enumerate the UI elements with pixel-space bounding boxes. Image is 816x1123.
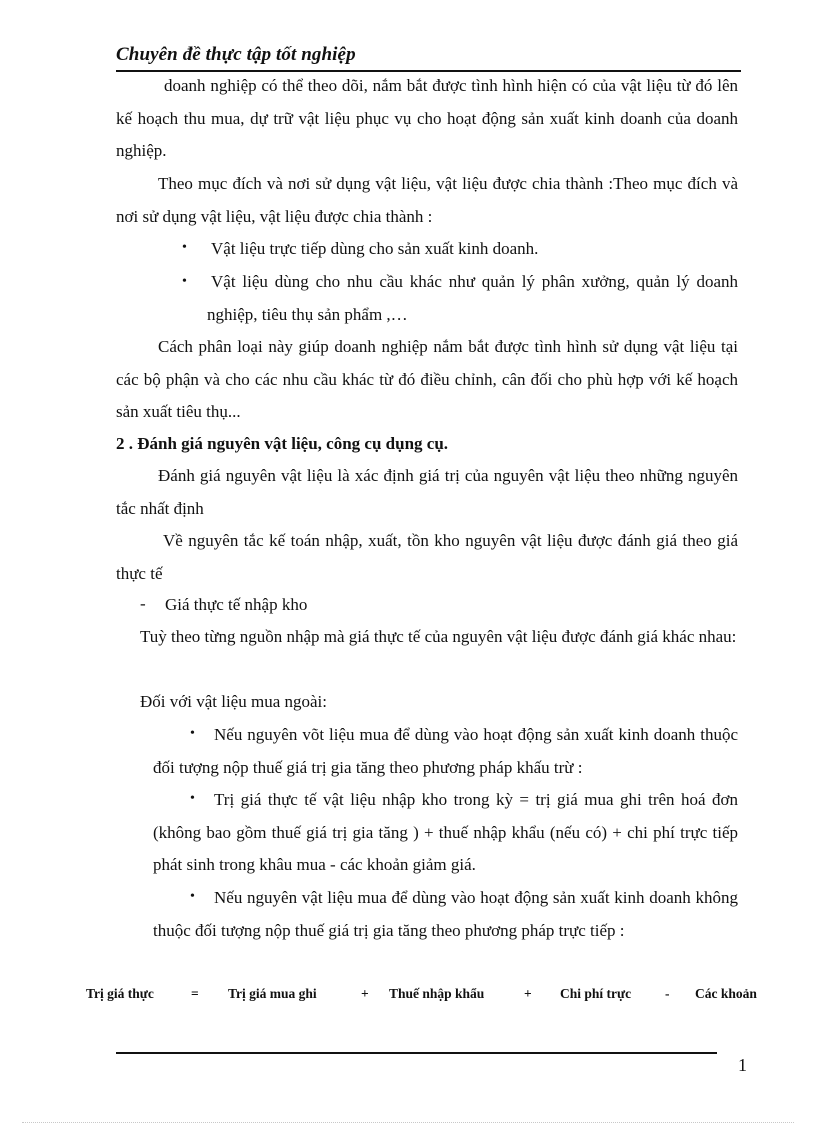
bullet-item-other-needs: Vật liệu dùng cho nhu cầu khác như quản lý phân xưởng, quản lý doanh nghiệp, tiêu thụ sản phẩm ,…: [207, 272, 738, 324]
formula-minus: -: [665, 986, 670, 1001]
section-heading: 2 . Đánh giá nguyên vật liệu, công cụ dụng cụ.: [116, 434, 449, 453]
paragraph-classification: Theo mục đích và nơi sử dụng vật liệu, vật liệu được chia thành :Theo mục đích và nơi sử dụng vật liệu, vật liệu được chia thành :: [116, 174, 738, 226]
bullet-icon: •: [190, 791, 195, 806]
dash-item-import-price: Giá thực tế nhập kho: [165, 595, 308, 614]
bullet-icon: •: [190, 726, 195, 741]
paragraph-source-dependency: Tuỳ theo từng nguồn nhập mà giá thực tế của nguyên vật liệu được đánh giá khác nhau:: [140, 627, 737, 646]
bullet-item-deduction-method: Nếu nguyên võt liệu mua để dùng vào hoạt động sản xuất kinh doanh thuộc đối tượng nộp thuế giá trị gia tăng theo phương pháp khấu trừ :: [153, 725, 738, 777]
bullet-icon: •: [182, 240, 187, 255]
formula-equals: =: [191, 986, 199, 1001]
bullet-item-import-value-formula: Trị giá thực tế vật liệu nhập kho trong kỳ = trị giá mua ghi trên hoá đơn (không bao gồm thuế giá trị gia tăng ) + thuế nhập khẩu (nếu có) + chi phí trực tiếp phát sinh trong khâu mua - các khoản giảm giá.: [153, 790, 738, 875]
paragraph-classification-benefit: Cách phân loại này giúp doanh nghiệp nắm bắt được tình hình sử dụng vật liệu tại các bộ phận và cho các nhu cầu khác từ đó điều chỉnh, cân đối cho phù hợp với kế hoạch sản xuất tiêu thụ...: [116, 337, 738, 422]
paragraph-purchased-materials: Đối với vật liệu mua ngoài:: [140, 692, 327, 711]
paragraph-valuation-definition: Đánh giá nguyên vật liệu là xác định giá trị của nguyên vật liệu theo những nguyên tắc nhất định: [116, 466, 738, 518]
formula-plus: +: [524, 986, 532, 1001]
formula-term-import-tax: Thuế nhập khẩu: [389, 986, 485, 1001]
formula-term-deductions: Các khoản: [695, 986, 757, 1001]
paragraph-continuation: doanh nghiệp có thể theo dõi, nắm bắt được tình hình hiện có của vật liệu từ đó lên kế hoạch thu mua, dự trữ vật liệu phục vụ cho hoạt động sản xuất kinh doanh của doanh nghiệp.: [116, 76, 738, 161]
dash-marker: -: [140, 594, 146, 613]
formula-row: [0, 986, 816, 1008]
footer-rule: [116, 1052, 717, 1054]
formula-plus: +: [361, 986, 369, 1001]
bullet-icon: •: [190, 889, 195, 904]
page-header-title: Chuyên đề thực tập tốt nghiệp: [116, 44, 356, 65]
paragraph-valuation-principle: Về nguyên tắc kế toán nhập, xuất, tồn kho nguyên vật liệu được đánh giá theo giá thực tế: [116, 531, 738, 583]
bullet-item-direct-method: Nếu nguyên vật liệu mua để dùng vào hoạt động sản xuất kinh doanh không thuộc đối tượng nộp thuế giá trị gia tăng theo phương pháp trực tiếp :: [153, 888, 738, 940]
bullet-item-direct-materials: Vật liệu trực tiếp dùng cho sản xuất kinh doanh.: [211, 239, 539, 258]
formula-term-direct-cost: Chi phí trực: [560, 986, 632, 1001]
formula-term-purchase-value: Trị giá mua ghi: [228, 986, 317, 1001]
bullet-icon: •: [182, 274, 187, 289]
page-number: 1: [738, 1055, 747, 1075]
formula-term-actual-value: Trị giá thực: [86, 986, 154, 1001]
